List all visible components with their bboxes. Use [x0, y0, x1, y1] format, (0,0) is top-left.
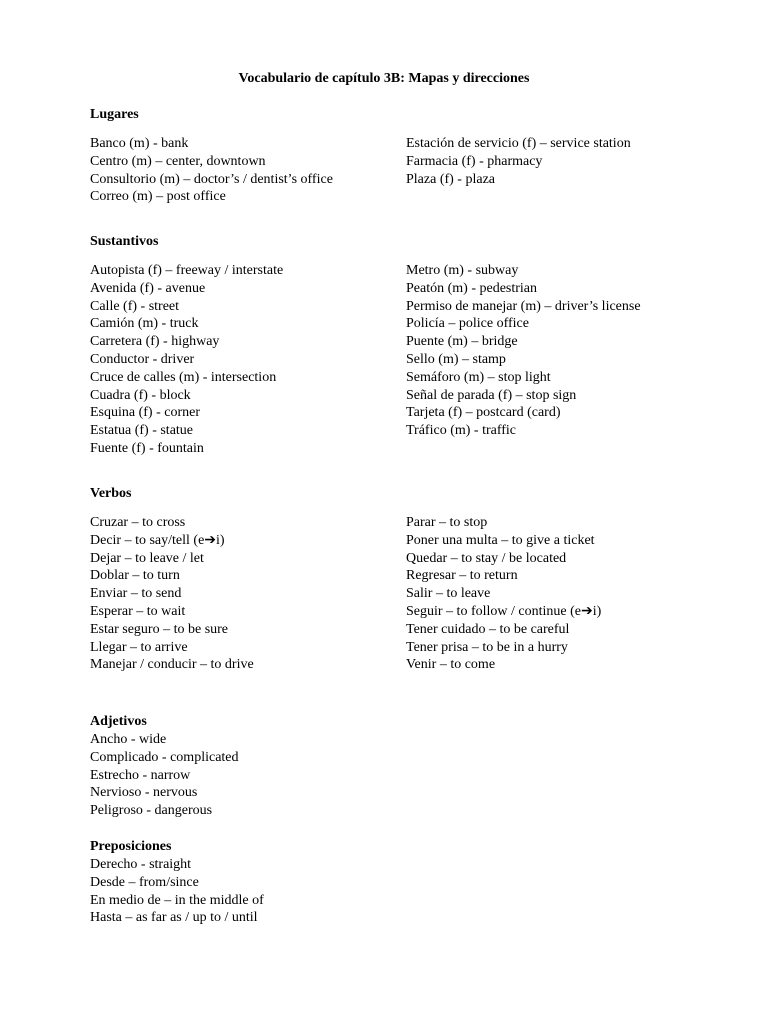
vocab-item: Cruce de calles (m) - intersection	[90, 369, 277, 385]
vocab-item: Banco (m) - bank	[90, 136, 189, 151]
section-heading-verbos: Verbos	[90, 486, 132, 501]
vocab-item: Seguir – to follow / continue (e➔i)	[406, 603, 602, 619]
section-sustantivos	[90, 233, 710, 458]
left-column	[90, 135, 333, 206]
vocab-item: Correo (m) – post office	[90, 189, 226, 205]
vocab-item: Quedar – to stay / be located	[406, 550, 567, 566]
section-heading-lugares: Lugares	[90, 107, 139, 122]
vocab-item: Señal de parada (f) – stop sign	[406, 387, 577, 403]
section-preposiciones	[90, 838, 710, 927]
vocab-item: Enviar – to send	[90, 586, 182, 602]
vocab-item: Avenida (f) - avenue	[90, 280, 206, 296]
vocab-item: Calle (f) - street	[90, 298, 180, 314]
vocab-item: Permiso de manejar (m) – driver’s license	[406, 298, 641, 314]
vocab-item: Estación de servicio (f) – service station	[406, 136, 631, 151]
vocab-item: Estrecho - narrow	[90, 767, 191, 783]
left-column	[90, 262, 283, 458]
section-heading-sustantivos: Sustantivos	[90, 234, 159, 249]
left-column	[90, 514, 254, 674]
vocab-item: Estatua (f) - statue	[90, 423, 194, 439]
vocab-item: Fuente (f) - fountain	[90, 440, 204, 456]
vocab-item: Salir – to leave	[406, 586, 491, 602]
right-column	[406, 262, 641, 440]
vocab-item: Peatón (m) - pedestrian	[406, 280, 538, 296]
vocab-item: Peligroso - dangerous	[90, 803, 213, 819]
two-column-list	[90, 135, 710, 207]
vocab-item: Estar seguro – to be sure	[90, 621, 229, 637]
vocab-item: Tener prisa – to be in a hurry	[406, 639, 568, 655]
right-column	[406, 135, 631, 188]
vocab-item: Dejar – to leave / let	[90, 550, 204, 566]
vocab-item: Nervioso - nervous	[90, 785, 198, 801]
vocab-item: Manejar / conducir – to drive	[90, 657, 254, 673]
vocab-item: Centro (m) – center, downtown	[90, 153, 266, 169]
vocab-item: Tener cuidado – to be careful	[406, 621, 570, 637]
vocab-item: Esquina (f) - corner	[90, 405, 201, 421]
vocab-item: Farmacia (f) - pharmacy	[406, 153, 543, 169]
vocab-item: Puente (m) – bridge	[406, 334, 518, 350]
vocab-item: Autopista (f) – freeway / interstate	[90, 263, 284, 278]
vocab-item: Consultorio (m) – doctor’s / dentist’s office	[90, 171, 333, 187]
section-adjetivos	[90, 713, 710, 820]
vocab-item: Venir – to come	[406, 657, 496, 673]
page-title: Vocabulario de capítulo 3B: Mapas y direcciones	[238, 71, 530, 86]
vocab-item: Doblar – to turn	[90, 568, 180, 584]
vocab-item: Semáforo (m) – stop light	[406, 369, 551, 385]
section-verbos	[90, 485, 710, 676]
vocab-item: Ancho - wide	[90, 732, 167, 747]
section-heading-adjetivos: Adjetivos	[90, 714, 147, 729]
vocab-item: Conductor - driver	[90, 351, 195, 367]
vocab-item: Tarjeta (f) – postcard (card)	[406, 405, 561, 421]
two-column-list	[90, 514, 710, 676]
vocab-item: Llegar – to arrive	[90, 639, 188, 655]
vocab-item: Complicado - complicated	[90, 749, 239, 765]
vocab-item: Decir – to say/tell (e➔i)	[90, 532, 225, 548]
vocab-item: Plaza (f) - plaza	[406, 171, 495, 187]
vocab-item: Cruzar – to cross	[90, 515, 186, 530]
vocab-item: Metro (m) - subway	[406, 263, 519, 278]
vocab-item: Tráfico (m) - traffic	[406, 423, 517, 439]
vocab-item: Cuadra (f) - block	[90, 387, 191, 403]
right-column	[406, 514, 601, 674]
vocab-item: Sello (m) – stamp	[406, 351, 506, 367]
vocab-item: Regresar – to return	[406, 568, 518, 584]
vocab-item: En medio de – in the middle of	[90, 892, 264, 908]
vocab-item: Policía – police office	[406, 316, 529, 332]
vocab-item: Carretera (f) - highway	[90, 334, 220, 350]
vocab-item: Poner una multa – to give a ticket	[406, 532, 595, 548]
vocab-item: Camión (m) - truck	[90, 316, 199, 332]
section-heading-preposiciones: Preposiciones	[90, 839, 172, 854]
section-lugares	[90, 106, 710, 207]
vocab-item: Desde – from/since	[90, 874, 199, 890]
vocab-item: Parar – to stop	[406, 515, 488, 530]
vocab-item: Derecho - straight	[90, 857, 192, 872]
vocab-item: Esperar – to wait	[90, 603, 186, 619]
vocab-item: Hasta – as far as / up to / until	[90, 910, 258, 926]
two-column-list	[90, 262, 710, 458]
